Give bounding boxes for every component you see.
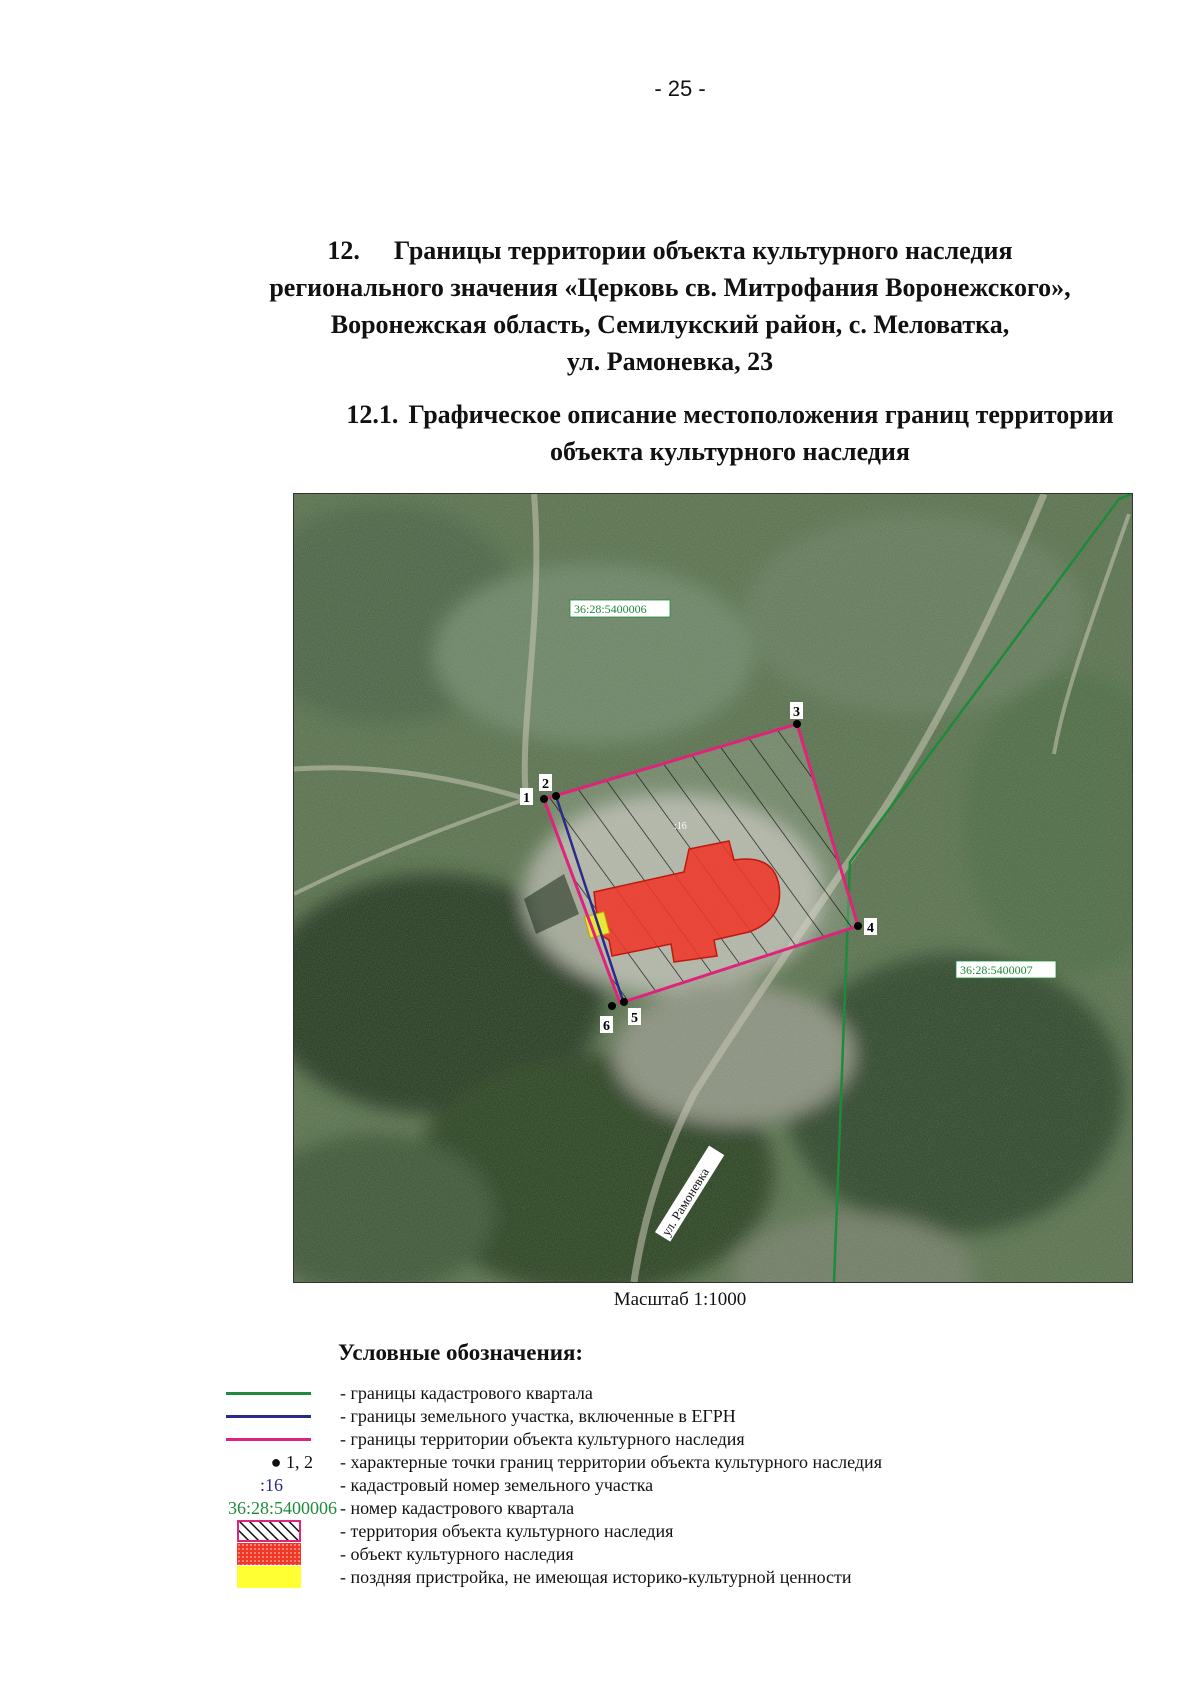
legend-symbol-point: ● 1, 2	[270, 1452, 313, 1472]
legend-text: - территория объекта культурного наследия	[340, 1521, 674, 1541]
legend-symbol-red-box	[190, 1543, 335, 1566]
boundary-point-4	[854, 922, 862, 930]
legend-item-heritage-object	[190, 1543, 1090, 1566]
point-label-4: 4	[867, 921, 874, 936]
legend-symbol-quarter-number: 36:28:5400006	[227, 1498, 337, 1518]
subsection-title-line-2: объекта культурного наследия	[550, 437, 910, 466]
legend-symbol-green-line	[190, 1382, 335, 1405]
legend-text: - границы земельного участка, включенные в ЕГРН	[340, 1406, 736, 1426]
legend-item-late-annex	[190, 1566, 1090, 1589]
boundary-point-2	[552, 792, 560, 800]
legend-item-parcel-boundary	[190, 1405, 1090, 1428]
legend-text: - кадастровый номер земельного участка	[340, 1475, 654, 1495]
legend-title: Условные обозначения:	[338, 1340, 584, 1365]
aerial-map[interactable]	[294, 494, 1132, 1282]
point-label-6: 6	[603, 1019, 610, 1034]
page-number: - 25 -	[654, 76, 706, 101]
subsection-number: 12.1.	[346, 400, 399, 429]
legend-text: - объект культурного наследия	[340, 1544, 574, 1564]
point-label-2: 2	[542, 777, 549, 792]
legend-text: - поздняя пристройка, не имеющая историко-культурной ценности	[340, 1567, 852, 1587]
map-scale: Масштаб 1:1000	[613, 1289, 747, 1310]
quarter-label-5400006: 36:28:5400006	[574, 602, 647, 616]
legend-item-heritage-boundary	[190, 1428, 1090, 1451]
map-frame[interactable]	[293, 493, 1133, 1283]
legend-text: - границы территории объекта культурного наследия	[340, 1429, 745, 1449]
legend-item-parcel-number	[190, 1474, 1090, 1497]
legend-text: - номер кадастрового квартала	[340, 1498, 575, 1518]
subsection-title-line-1: Графическое описание местоположения границ территории	[408, 400, 1114, 429]
subsection-title	[260, 396, 1200, 470]
section-title-line-1: Границы территории объекта культурного наследия	[393, 236, 1013, 265]
boundary-point-1	[540, 795, 548, 803]
boundary-point-6	[608, 1002, 616, 1010]
quarter-label-5400007: 36:28:5400007	[960, 963, 1033, 977]
section-title-line-2: регионального значения «Церковь св. Митрофания Воронежского»,	[269, 273, 1071, 302]
legend-text: - границы кадастрового квартала	[340, 1383, 593, 1403]
boundary-point-5	[620, 998, 628, 1006]
street-label: ул. Рамоневка	[658, 1164, 713, 1239]
legend-item-boundary-points	[190, 1451, 1090, 1474]
legend-item-quarter-boundary	[190, 1382, 1090, 1405]
legend-item-heritage-territory	[190, 1520, 1090, 1543]
point-label-5: 5	[631, 1011, 638, 1026]
legend-text: - характерные точки границ территории объекта культурного наследия	[340, 1452, 882, 1472]
legend-symbol-hatched-box	[190, 1520, 335, 1543]
legend-symbol-parcel-number: :16	[259, 1475, 283, 1495]
legend-item-quarter-number	[190, 1497, 1090, 1520]
section-title-line-3: Воронежская область, Семилукский район, с. Меловатка,	[330, 310, 1010, 339]
boundary-point-3	[793, 720, 801, 728]
legend-symbol-yellow-box	[190, 1566, 335, 1589]
section-title-line-4: ул. Рамоневка, 23	[566, 347, 774, 376]
section-title	[190, 232, 1150, 380]
section-number: 12.	[327, 236, 360, 265]
point-label-3: 3	[793, 705, 800, 720]
legend-symbol-pink-line	[190, 1428, 335, 1451]
legend-symbol-navy-line	[190, 1405, 335, 1428]
point-label-1: 1	[523, 791, 530, 806]
parcel-number-label: :16	[674, 821, 687, 832]
